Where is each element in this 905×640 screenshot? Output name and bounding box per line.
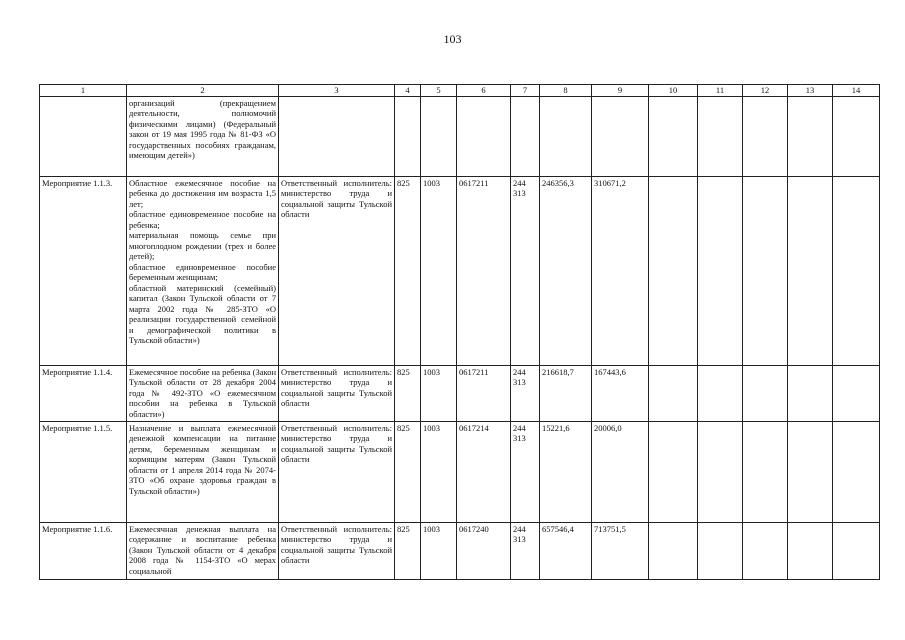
- empty-cell: [788, 365, 833, 421]
- event-description: организаций (прекращением деятельности, полномочий физическими лицами) (Федеральный закон от 19 мая 1995 года № 81-ФЗ «О государственных пособиях гражданам, имеющим детей»): [127, 96, 279, 176]
- empty-cell: [698, 96, 743, 176]
- executor: [279, 96, 395, 176]
- event-description: Областное ежемесячное пособие на ребенка до достижения им возраста 1,5 лет; областное единовременное пособие на ребенка; материальная помощь семье при многоплодном рождении (трех и более детей); областное единовременное пособие беременным женщинам; областной материнский (семейный) капитал (Закон Тульской области от 7 марта 2002 года № 285-ЗТО «О реализации государственной семейной и демографической политики в Тульской области»): [127, 176, 279, 365]
- cell-amount-2: 310671,2: [592, 176, 649, 365]
- cell-amount-2: 20006,0: [592, 421, 649, 522]
- empty-cell: [649, 96, 698, 176]
- table-row: [40, 522, 880, 579]
- empty-cell: [649, 176, 698, 365]
- column-header: 14: [833, 85, 880, 97]
- cell-grbs: 825: [395, 176, 421, 365]
- event-description: Ежемесячная денежная выплата на содержание и воспитание ребенка (Закон Тульской области от 4 декабря 2008 года № 1154-ЗТО «О мерах социальной: [127, 522, 279, 579]
- empty-cell: [788, 96, 833, 176]
- cell-section: 1003: [421, 365, 457, 421]
- event-number: Мероприятие 1.1.4.: [40, 365, 127, 421]
- empty-cell: [743, 176, 788, 365]
- column-header: 9: [592, 85, 649, 97]
- cell-target: 0617211: [457, 365, 511, 421]
- empty-cell: [833, 421, 880, 522]
- cell-grbs: 825: [395, 522, 421, 579]
- cell-amount-2: 167443,6: [592, 365, 649, 421]
- cell-amount-2: [592, 96, 649, 176]
- empty-cell: [698, 522, 743, 579]
- column-header: 5: [421, 85, 457, 97]
- empty-cell: [698, 421, 743, 522]
- empty-cell: [649, 365, 698, 421]
- empty-cell: [833, 365, 880, 421]
- table-row: [40, 365, 880, 421]
- executor: Ответственный исполнитель: министерство труда и социальной защиты Тульской области: [279, 365, 395, 421]
- cell-target: 0617211: [457, 176, 511, 365]
- empty-cell: [788, 421, 833, 522]
- empty-cell: [743, 365, 788, 421]
- cell-expense-type: [511, 96, 540, 176]
- cell-amount-1: 216618,7: [540, 365, 592, 421]
- empty-cell: [698, 176, 743, 365]
- cell-amount-2: 713751,5: [592, 522, 649, 579]
- cell-expense-type: 244 313: [511, 365, 540, 421]
- cell-amount-1: 15221,6: [540, 421, 592, 522]
- cell-section: 1003: [421, 421, 457, 522]
- table-row: [40, 421, 880, 522]
- event-number: [40, 96, 127, 176]
- cell-amount-1: 657546,4: [540, 522, 592, 579]
- empty-cell: [833, 522, 880, 579]
- empty-cell: [743, 96, 788, 176]
- empty-cell: [788, 176, 833, 365]
- empty-cell: [743, 421, 788, 522]
- column-header: 7: [511, 85, 540, 97]
- cell-target: 0617214: [457, 421, 511, 522]
- cell-target: 0617240: [457, 522, 511, 579]
- event-number: Мероприятие 1.1.5.: [40, 421, 127, 522]
- empty-cell: [788, 522, 833, 579]
- cell-expense-type: 244 313: [511, 421, 540, 522]
- column-header: 13: [788, 85, 833, 97]
- column-header: 6: [457, 85, 511, 97]
- header-row: [40, 85, 880, 97]
- table-row: [40, 96, 880, 176]
- cell-grbs: [395, 96, 421, 176]
- cell-grbs: 825: [395, 365, 421, 421]
- event-description: Ежемесячное пособие на ребенка (Закон Тульской области от 28 декабря 2004 года № 492-ЗТО «О ежемесячном пособии на ребенка в Тульской области»): [127, 365, 279, 421]
- empty-cell: [649, 522, 698, 579]
- cell-amount-1: 246356,3: [540, 176, 592, 365]
- table-row: [40, 176, 880, 365]
- cell-grbs: 825: [395, 421, 421, 522]
- empty-cell: [833, 176, 880, 365]
- cell-amount-1: [540, 96, 592, 176]
- empty-cell: [833, 96, 880, 176]
- cell-section: 1003: [421, 176, 457, 365]
- column-header: 2: [127, 85, 279, 97]
- empty-cell: [698, 365, 743, 421]
- column-header: 1: [40, 85, 127, 97]
- cell-expense-type: 244 313: [511, 176, 540, 365]
- executor: Ответственный исполнитель: министерство труда и социальной защиты Тульской области: [279, 421, 395, 522]
- column-header: 10: [649, 85, 698, 97]
- executor: Ответственный исполнитель: министерство труда и социальной защиты Тульской области: [279, 522, 395, 579]
- executor: Ответственный исполнитель: министерство труда и социальной защиты Тульской области: [279, 176, 395, 365]
- column-header: 11: [698, 85, 743, 97]
- column-header: 3: [279, 85, 395, 97]
- column-header: 4: [395, 85, 421, 97]
- empty-cell: [743, 522, 788, 579]
- event-number: Мероприятие 1.1.3.: [40, 176, 127, 365]
- page-number: 103: [443, 32, 462, 46]
- cell-expense-type: 244 313: [511, 522, 540, 579]
- column-header: 8: [540, 85, 592, 97]
- event-description: Назначение и выплата ежемесячной денежной компенсации на питание детям, беременным женщинам и кормящим матерям (Закон Тульской области от 1 апреля 2014 года № 2074-ЗТО «Об охране здоровья граждан в Тульской области»): [127, 421, 279, 522]
- column-header: 12: [743, 85, 788, 97]
- cell-section: [421, 96, 457, 176]
- cell-section: 1003: [421, 522, 457, 579]
- cell-target: [457, 96, 511, 176]
- empty-cell: [649, 421, 698, 522]
- budget-table: [39, 84, 880, 580]
- event-number: Мероприятие 1.1.6.: [40, 522, 127, 579]
